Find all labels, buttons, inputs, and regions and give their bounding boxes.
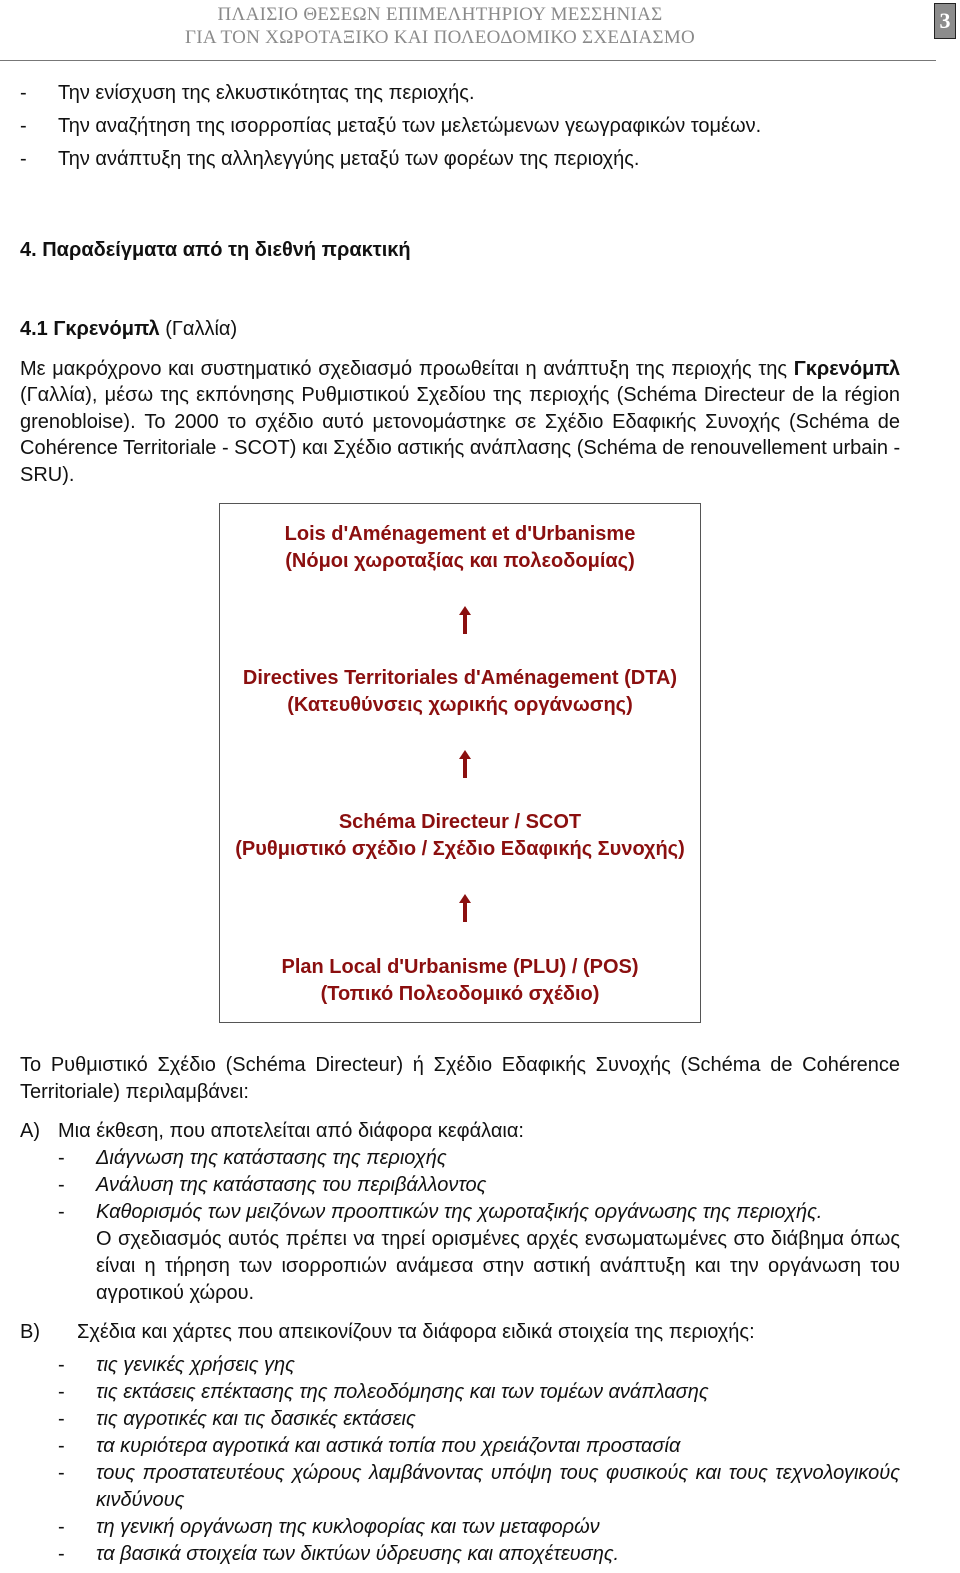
diagram-level-3-title: Schéma Directeur / SCOT: [338, 811, 582, 833]
up-arrow-icon: [459, 894, 471, 922]
section-a-note-line-3: αγροτικού χώρου.: [96, 1282, 255, 1304]
bullet-dash: -: [58, 1147, 65, 1169]
section-b-item-1: τις γενικές χρήσεις γης: [96, 1354, 295, 1376]
bullet-dash: -: [58, 1543, 65, 1565]
page-header: [0, 0, 936, 61]
bullet-dash: -: [20, 148, 27, 170]
diagram-level-2-subtitle: (Κατευθύνσεις χωρικής οργάνωσης): [287, 694, 633, 716]
section-a-note-line-1: Ο σχεδιασμός αυτός πρέπει να τηρεί ορισμένες αρχές ενσωματωμένες στο διάβημα όπως: [96, 1228, 900, 1250]
diagram-level-2-title: Directives Territoriales d'Aménagement (DTA): [242, 667, 678, 689]
section-heading: 4. Παραδείγματα από τη διεθνή πρακτική: [20, 239, 411, 261]
diagram-level-1-title: Lois d'Aménagement et d'Urbanisme: [284, 523, 636, 545]
diagram-level-3-subtitle: (Ρυθμιστικό σχέδιο / Σχέδιο Εδαφικής Συνοχής): [235, 838, 685, 860]
paragraph-1-line-5: SRU).: [20, 464, 75, 486]
intro-bullet-3: Την ανάπτυξη της αλληλεγγύης μεταξύ των φορέων της περιοχής.: [58, 148, 640, 170]
section-a-note-line-2: είναι η τήρηση των ισορροπιών ανάμεσα στην αστική ανάπτυξη και την οργάνωση του: [96, 1255, 900, 1277]
up-arrow-icon: [459, 750, 471, 778]
paragraph-1-line-2: (Γαλλία), μέσω της εκπόνησης Ρυθμιστικού Σχεδίου της περιοχής (Schéma Directeur de la région: [20, 384, 900, 406]
subsection-title: 4.1 Γκρενόμπλ: [20, 318, 160, 340]
bullet-dash: -: [58, 1408, 65, 1430]
header-title-line-2: ΓΙΑ ΤΟΝ ΧΩΡΟΤΑΞΙΚΟ ΚΑΙ ΠΟΛΕΟΔΟΜΙΚΟ ΣΧΕΔΙΑΣΜΟ: [184, 27, 696, 48]
section-a-text: Μια έκθεση, που αποτελείται από διάφορα κεφάλαια:: [58, 1120, 524, 1142]
header-title-line-1: ΠΛΑΙΣΙΟ ΘΕΣΕΩΝ ΕΠΙΜΕΛΗΤΗΡΙΟΥ ΜΕΣΣΗΝΙΑΣ: [217, 4, 663, 25]
page-number-badge: 3: [934, 3, 956, 39]
diagram-level-1-subtitle: (Νόμοι χωροταξίας και πολεοδομίας): [285, 550, 635, 572]
section-b-label: Β): [20, 1321, 40, 1343]
up-arrow-icon: [459, 606, 471, 634]
intro-bullet-2: Την αναζήτηση της ισορροπίας μεταξύ των μελετώμενων γεωγραφικών τομέων.: [58, 115, 762, 137]
diagram-level-4-title: Plan Local d'Urbanisme (PLU) / (POS): [281, 956, 639, 978]
subsection-heading: [20, 318, 237, 341]
section-b-item-2: τις εκτάσεις επέκτασης της πολεοδόμησης και των τομέων ανάπλασης: [96, 1381, 709, 1403]
paragraph-2-line-2: Territoriale) περιλαμβάνει:: [20, 1081, 249, 1103]
section-a-item-2: Ανάλυση της κατάστασης του περιβάλλοντος: [96, 1174, 487, 1196]
section-a-label: Α): [20, 1120, 40, 1142]
section-b-item-7: τα βασικά στοιχεία των δικτύων ύδρευσης και αποχέτευσης.: [96, 1543, 620, 1565]
bullet-dash: -: [58, 1201, 65, 1223]
intro-bullet-1: Την ενίσχυση της ελκυστικότητας της περιοχής.: [58, 82, 475, 104]
section-b-text: Σχέδια και χάρτες που απεικονίζουν τα διάφορα ειδικά στοιχεία της περιοχής:: [77, 1321, 755, 1343]
bullet-dash: -: [58, 1381, 65, 1403]
bullet-dash: -: [58, 1435, 65, 1457]
section-b-item-3: τις αγροτικές και τις δασικές εκτάσεις: [96, 1408, 416, 1430]
section-a-item-3: Καθορισμός των μειζόνων προοπτικών της χωροταξικής οργάνωσης της περιοχής.: [96, 1201, 823, 1223]
paragraph-1-text: Με μακρόχρονο και συστηματικό σχεδιασμό προωθείται η ανάπτυξη της περιοχής της: [20, 358, 794, 380]
city-name-bold: Γκρενόμπλ: [793, 358, 900, 380]
bullet-dash: -: [58, 1516, 65, 1538]
paragraph-1-line-4: Cohérence Territoriale - SCOT) και Σχέδιο αστικής ανάπλασης (Schéma de renouvellement urbain -: [20, 437, 901, 459]
section-b-item-5-line-2: κινδύνους: [96, 1489, 185, 1511]
section-a-item-1: Διάγνωση της κατάστασης της περιοχής: [96, 1147, 447, 1169]
paragraph-2-line-1: Το Ρυθμιστικό Σχέδιο (Schéma Directeur) ή Σχέδιο Εδαφικής Συνοχής (Schéma de Cohérence: [20, 1054, 900, 1076]
bullet-dash: -: [58, 1174, 65, 1196]
diagram-level-4-subtitle: (Τοπικό Πολεοδομικό σχέδιο): [320, 983, 600, 1005]
section-b-item-5-line-1: τους προστατευτέους χώρους λαμβάνοντας υπόψη τους φυσικούς και τους τεχνολογικούς: [96, 1462, 900, 1484]
bullet-dash: -: [58, 1462, 65, 1484]
section-b-item-6: τη γενική οργάνωση της κυκλοφορίας και των μεταφορών: [96, 1516, 600, 1538]
subsection-country: (Γαλλία): [159, 318, 238, 340]
bullet-dash: -: [20, 115, 27, 137]
bullet-dash: -: [58, 1354, 65, 1376]
section-b-item-4: τα κυριότερα αγροτικά και αστικά τοπία που χρειάζονται προστασία: [96, 1435, 681, 1457]
paragraph-1-line-3: grenobloise). Το 2000 το σχέδιο αυτό μετονομάστηκε σε Σχέδιο Εδαφικής Συνοχής (Schéma de: [20, 411, 900, 433]
paragraph-1-line-1: [20, 358, 900, 381]
bullet-dash: -: [20, 82, 27, 104]
planning-hierarchy-diagram: [219, 503, 701, 1023]
